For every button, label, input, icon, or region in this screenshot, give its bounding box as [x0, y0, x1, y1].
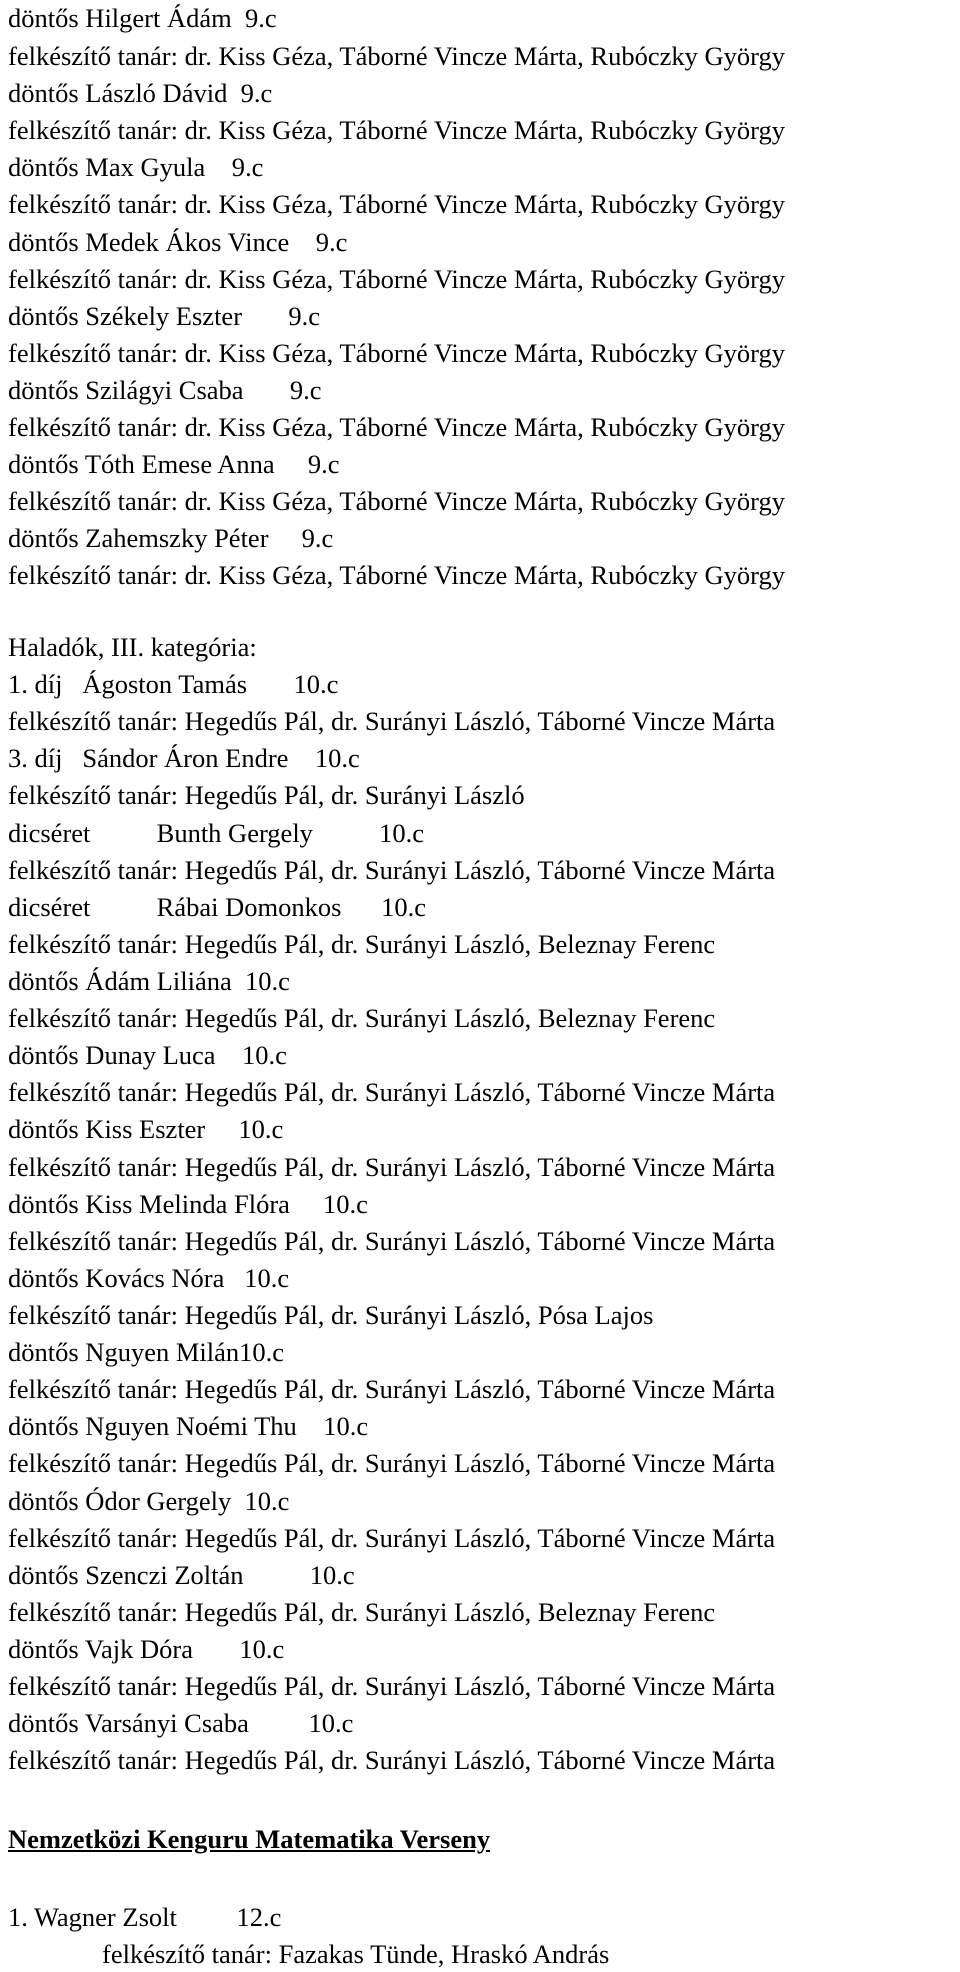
finalist-line: döntős László Dávid 9.c: [8, 78, 273, 108]
teacher-line: felkészítő tanár: dr. Kiss Géza, Táborné Vincze Márta, Rubóczky György: [8, 189, 785, 219]
teacher-line: felkészítő tanár: dr. Kiss Géza, Táborné Vincze Márta, Rubóczky György: [8, 41, 785, 71]
teacher-line: felkészítő tanár: Hegedűs Pál, dr. Surányi László, Táborné Vincze Márta: [8, 1448, 776, 1478]
finalist-line: döntős Varsányi Csaba 10.c: [8, 1708, 354, 1738]
teacher-line: felkészítő tanár: Hegedűs Pál, dr. Surányi László, Táborné Vincze Márta: [8, 1374, 776, 1404]
teacher-line: felkészítő tanár: Hegedűs Pál, dr. Surányi László, Táborné Vincze Márta: [8, 1226, 776, 1256]
finalist-line: döntős Nguyen Milán10.c: [8, 1337, 285, 1367]
finalist-line: döntős Ódor Gergely 10.c: [8, 1486, 290, 1516]
award-line: dicséret Bunth Gergely 10.c: [8, 818, 425, 848]
teacher-line: felkészítő tanár: Fazakas Tünde, Hraskó András: [102, 1939, 610, 1969]
finalist-line: döntős Nguyen Noémi Thu 10.c: [8, 1411, 369, 1441]
teacher-line: felkészítő tanár: Hegedűs Pál, dr. Surányi László, Táborné Vincze Márta: [8, 855, 776, 885]
finalist-line: döntős Max Gyula 9.c: [8, 152, 264, 182]
category-heading: Haladók, III. kategória:: [8, 632, 257, 662]
finalist-line: döntős Kiss Melinda Flóra 10.c: [8, 1189, 368, 1219]
section-heading: Nemzetközi Kenguru Matematika Verseny: [8, 1824, 491, 1854]
finalist-line: döntős Szenczi Zoltán 10.c: [8, 1560, 355, 1590]
teacher-line: felkészítő tanár: Hegedűs Pál, dr. Surányi László, Táborné Vincze Márta: [8, 1152, 776, 1182]
finalist-line: döntős Szilágyi Csaba 9.c: [8, 375, 322, 405]
teacher-line: felkészítő tanár: Hegedűs Pál, dr. Surányi László, Táborné Vincze Márta: [8, 706, 776, 736]
teacher-line: felkészítő tanár: Hegedűs Pál, dr. Surányi László: [8, 780, 525, 810]
finalist-line: döntős Székely Eszter 9.c: [8, 301, 321, 331]
finalist-line: döntős Tóth Emese Anna 9.c: [8, 449, 340, 479]
teacher-line: felkészítő tanár: dr. Kiss Géza, Táborné Vincze Márta, Rubóczky György: [8, 486, 785, 516]
teacher-line: felkészítő tanár: dr. Kiss Géza, Táborné Vincze Márta, Rubóczky György: [8, 264, 785, 294]
teacher-line: felkészítő tanár: dr. Kiss Géza, Táborné Vincze Márta, Rubóczky György: [8, 338, 785, 368]
teacher-line: felkészítő tanár: Hegedűs Pál, dr. Surányi László, Beleznay Ferenc: [8, 929, 716, 959]
finalist-line: döntős Hilgert Ádám 9.c: [8, 3, 277, 33]
teacher-line: felkészítő tanár: Hegedűs Pál, dr. Surányi László, Táborné Vincze Márta: [8, 1523, 776, 1553]
teacher-line: felkészítő tanár: Hegedűs Pál, dr. Surányi László, Pósa Lajos: [8, 1300, 654, 1330]
award-line: 1. Wagner Zsolt 12.c: [8, 1902, 282, 1932]
award-line: 1. díj Ágoston Tamás 10.c: [8, 669, 339, 699]
teacher-line: felkészítő tanár: Hegedűs Pál, dr. Surányi László, Beleznay Ferenc: [8, 1597, 716, 1627]
teacher-line: felkészítő tanár: Hegedűs Pál, dr. Surányi László, Beleznay Ferenc: [8, 1003, 716, 1033]
award-line: 3. díj Sándor Áron Endre 10.c: [8, 743, 360, 773]
award-line: dicséret Rábai Domonkos 10.c: [8, 892, 427, 922]
teacher-line: felkészítő tanár: Hegedűs Pál, dr. Surányi László, Táborné Vincze Márta: [8, 1745, 776, 1775]
finalist-line: döntős Vajk Dóra 10.c: [8, 1634, 285, 1664]
teacher-line: felkészítő tanár: Hegedűs Pál, dr. Surányi László, Táborné Vincze Márta: [8, 1671, 776, 1701]
finalist-line: döntős Zahemszky Péter 9.c: [8, 523, 334, 553]
finalist-line: döntős Kovács Nóra 10.c: [8, 1263, 290, 1293]
teacher-line: felkészítő tanár: dr. Kiss Géza, Táborné Vincze Márta, Rubóczky György: [8, 412, 785, 442]
teacher-line: felkészítő tanár: dr. Kiss Géza, Táborné Vincze Márta, Rubóczky György: [8, 560, 785, 590]
teacher-line: felkészítő tanár: dr. Kiss Géza, Táborné Vincze Márta, Rubóczky György: [8, 115, 785, 145]
teacher-line: felkészítő tanár: Hegedűs Pál, dr. Surányi László, Táborné Vincze Márta: [8, 1077, 776, 1107]
finalist-line: döntős Dunay Luca 10.c: [8, 1040, 287, 1070]
finalist-line: döntős Ádám Liliána 10.c: [8, 966, 290, 996]
finalist-line: döntős Kiss Eszter 10.c: [8, 1114, 284, 1144]
finalist-line: döntős Medek Ákos Vince 9.c: [8, 227, 348, 257]
